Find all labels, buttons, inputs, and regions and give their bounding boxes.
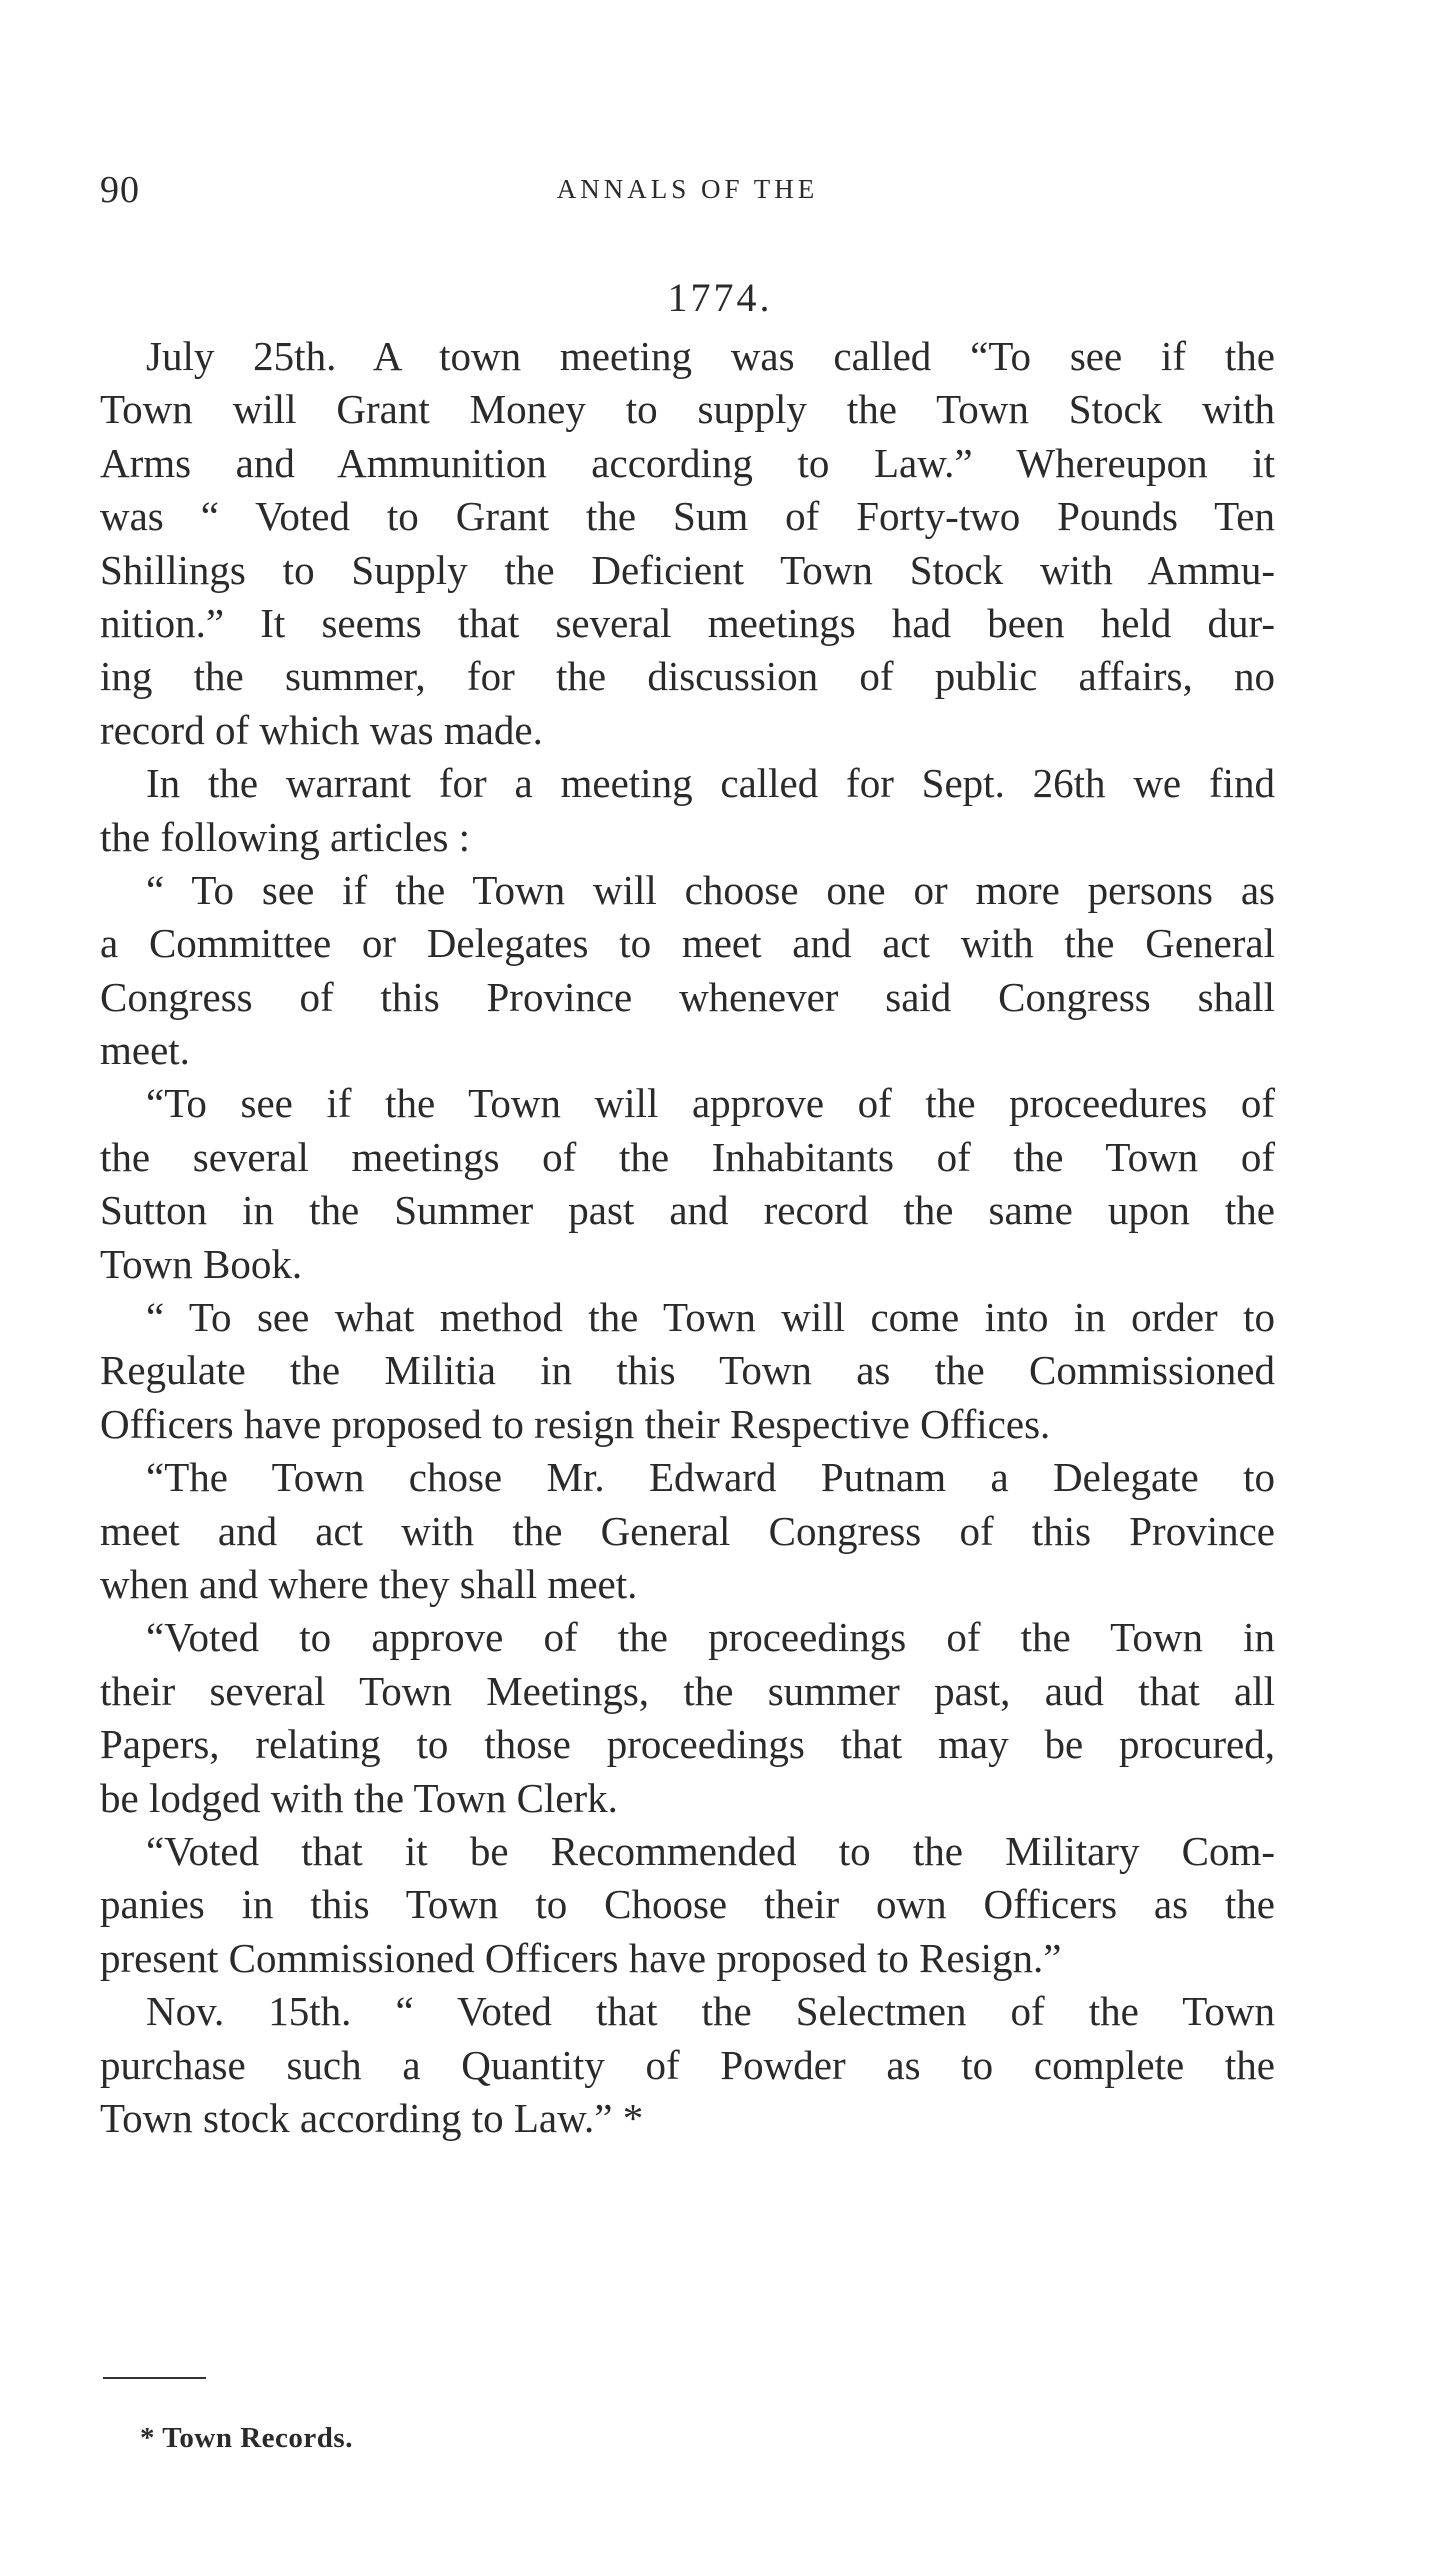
text-line: Sutton in the Summer past and record the same upon the [100, 1187, 1275, 1234]
text-line: meet and act with the General Congress of this Province [100, 1507, 1275, 1554]
text-line: “ To see what method the Town will come into in order to [146, 1294, 1275, 1341]
running-head [100, 168, 1275, 218]
page-number: 90 [100, 169, 140, 211]
text-line: record of which was made. [100, 706, 543, 753]
body-text [100, 330, 1275, 2145]
text-line: ing the summer, for the discussion of public affairs, no [100, 653, 1275, 700]
text-line: meet. [100, 1027, 190, 1074]
text-line: Congress of this Province whenever said Congress shall [100, 973, 1275, 1020]
text-line: a Committee or Delegates to meet and act with the General [100, 920, 1275, 967]
text-line: July 25th. A town meeting was called “To see if the [146, 333, 1275, 379]
text-line: Arms and Ammunition according to Law.” Whereupon it [100, 439, 1275, 486]
text-line: In the warrant for a meeting called for Sept. 26th we find [146, 760, 1275, 807]
text-line: nition.” It seems that several meetings had been held dur- [100, 599, 1275, 646]
text-line: purchase such a Quantity of Powder as to complete the [100, 2041, 1275, 2088]
text-line: was “ Voted to Grant the Sum of Forty-two Pounds Ten [100, 493, 1275, 540]
text-line: their several Town Meetings, the summer past, aud that all [100, 1667, 1275, 1714]
running-title: ANNALS OF THE [556, 174, 819, 204]
text-line: Town Book. [100, 1240, 303, 1287]
text-line: “ To see if the Town will choose one or more persons as [146, 866, 1275, 913]
text-line: Nov. 15th. “ Voted that the Selectmen of the Town [146, 1988, 1275, 2035]
year-heading: 1774. [667, 275, 773, 320]
text-line: panies in this Town to Choose their own Officers as the [100, 1881, 1275, 1928]
text-line: present Commissioned Officers have proposed to Resign.” [100, 1934, 1062, 1981]
text-line: “The Town chose Mr. Edward Putnam a Delegate to [146, 1454, 1275, 1501]
text-line: when and where they shall meet. [100, 1560, 638, 1607]
text-line: Shillings to Supply the Deficient Town Stock with Ammu- [100, 546, 1275, 593]
footnote: * Town Records. [140, 2422, 353, 2454]
text-line: Town will Grant Money to supply the Town Stock with [100, 386, 1275, 433]
text-line: the following articles : [100, 813, 471, 860]
text-line: “To see if the Town will approve of the proceedures of [146, 1080, 1275, 1127]
text-line: “Voted to approve of the proceedings of the Town in [146, 1614, 1275, 1661]
text-line: the several meetings of the Inhabitants of the Town of [100, 1133, 1275, 1180]
text-line: Regulate the Militia in this Town as the Commissioned [100, 1347, 1275, 1394]
text-line: “Voted that it be Recommended to the Military Com- [146, 1827, 1275, 1874]
text-line: be lodged with the Town Clerk. [100, 1774, 618, 1821]
footnote-rule [103, 2377, 206, 2379]
text-line: Papers, relating to those proceedings that may be procured, [100, 1721, 1275, 1768]
text-line: Town stock according to Law.” * [100, 2094, 644, 2141]
text-line: Officers have proposed to resign their Respective Offices. [100, 1400, 1051, 1447]
